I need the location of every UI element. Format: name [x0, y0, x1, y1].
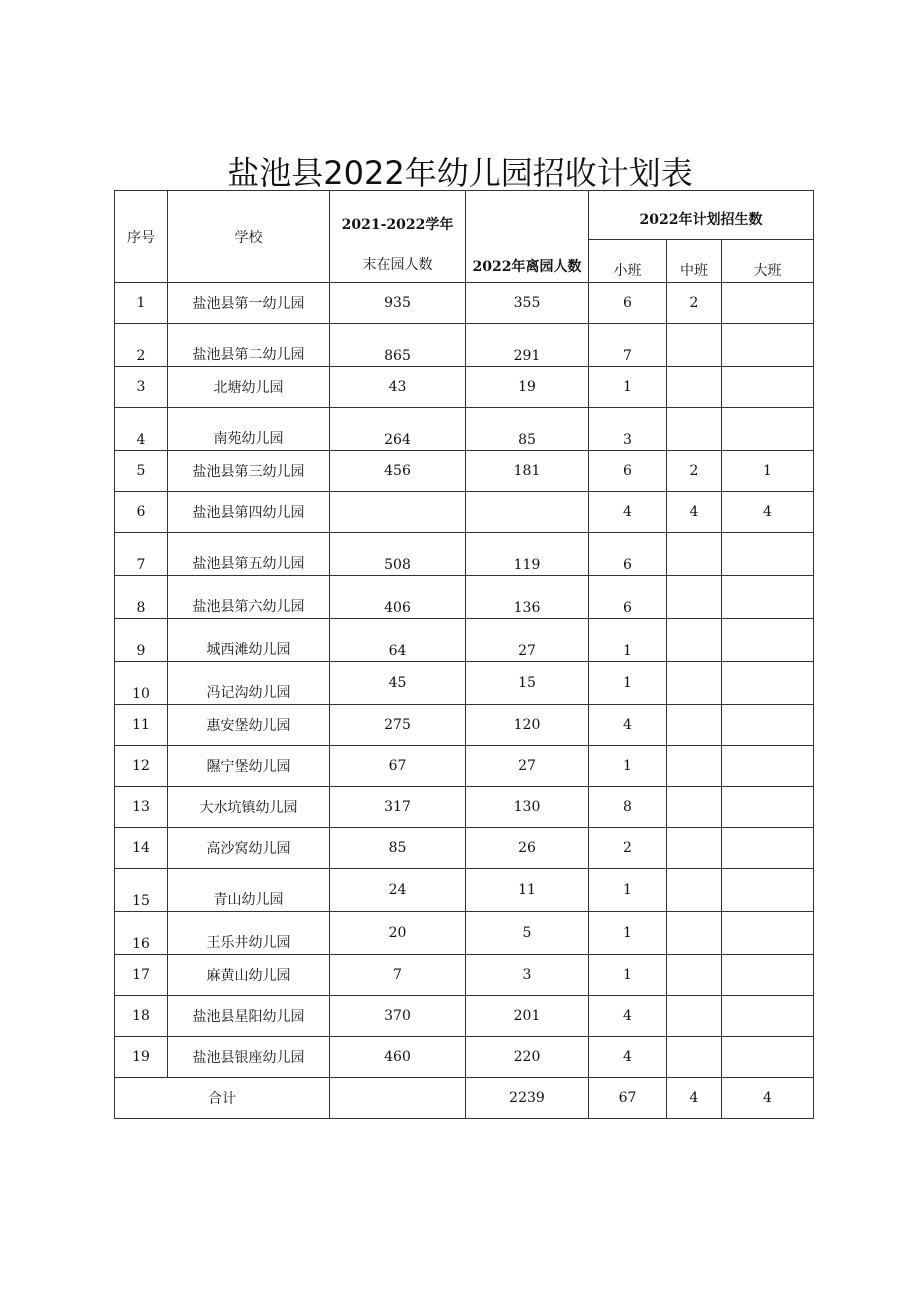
cell-middle	[667, 912, 722, 955]
cell-large	[722, 869, 814, 912]
cell-leave: 11	[466, 869, 589, 912]
cell-school: 王乐井幼儿园	[168, 912, 330, 955]
cell-small: 4	[589, 705, 667, 746]
cell-middle: 2	[667, 451, 722, 492]
cell-small: 1	[589, 912, 667, 955]
cell-small: 1	[589, 662, 667, 705]
cell-leave: 27	[466, 619, 589, 662]
cell-small: 4	[589, 492, 667, 533]
cell-large	[722, 955, 814, 996]
table-row	[115, 955, 814, 996]
cell-no: 18	[115, 996, 168, 1037]
table-row	[115, 912, 814, 955]
header-plan: 2022年计划招生数	[589, 191, 814, 240]
cell-middle	[667, 996, 722, 1037]
cell-end: 67	[330, 746, 466, 787]
cell-small: 4	[589, 996, 667, 1037]
table-row	[115, 869, 814, 912]
cell-end: 275	[330, 705, 466, 746]
table-row	[115, 787, 814, 828]
cell-middle	[667, 746, 722, 787]
cell-no: 19	[115, 1037, 168, 1078]
cell-leave: 136	[466, 576, 589, 619]
total-middle: 4	[667, 1078, 722, 1119]
cell-small: 7	[589, 324, 667, 367]
cell-no: 9	[115, 619, 168, 662]
cell-no: 15	[115, 869, 168, 912]
cell-end: 7	[330, 955, 466, 996]
cell-no: 1	[115, 283, 168, 324]
table-row	[115, 451, 814, 492]
cell-leave: 26	[466, 828, 589, 869]
cell-middle	[667, 576, 722, 619]
cell-middle	[667, 828, 722, 869]
cell-no: 4	[115, 408, 168, 451]
cell-no: 6	[115, 492, 168, 533]
cell-leave: 120	[466, 705, 589, 746]
cell-large	[722, 1037, 814, 1078]
cell-leave: 181	[466, 451, 589, 492]
cell-end: 406	[330, 576, 466, 619]
cell-no: 7	[115, 533, 168, 576]
cell-school: 惠安堡幼儿园	[168, 705, 330, 746]
cell-leave: 15	[466, 662, 589, 705]
cell-small: 2	[589, 828, 667, 869]
cell-end: 24	[330, 869, 466, 912]
header-year-end	[330, 191, 466, 283]
cell-middle	[667, 324, 722, 367]
table-row	[115, 996, 814, 1037]
cell-no: 13	[115, 787, 168, 828]
cell-no: 2	[115, 324, 168, 367]
cell-leave	[466, 492, 589, 533]
cell-small: 6	[589, 451, 667, 492]
table-row	[115, 746, 814, 787]
cell-school: 盐池县第三幼儿园	[168, 451, 330, 492]
cell-small: 1	[589, 619, 667, 662]
cell-large	[722, 533, 814, 576]
cell-no: 16	[115, 912, 168, 955]
header-small: 小班	[589, 240, 667, 283]
cell-small: 1	[589, 746, 667, 787]
cell-end: 45	[330, 662, 466, 705]
cell-small: 6	[589, 533, 667, 576]
cell-small: 1	[589, 955, 667, 996]
cell-large	[722, 662, 814, 705]
cell-middle	[667, 533, 722, 576]
cell-large	[722, 828, 814, 869]
cell-middle	[667, 662, 722, 705]
cell-no: 14	[115, 828, 168, 869]
cell-large	[722, 324, 814, 367]
header-year-line1: 2021-2022学年	[341, 216, 454, 233]
cell-large: 4	[722, 492, 814, 533]
cell-leave: 5	[466, 912, 589, 955]
cell-school: 盐池县第六幼儿园	[168, 576, 330, 619]
cell-end: 935	[330, 283, 466, 324]
cell-end: 43	[330, 367, 466, 408]
cell-small: 6	[589, 576, 667, 619]
cell-small: 1	[589, 869, 667, 912]
table-row	[115, 828, 814, 869]
cell-leave: 3	[466, 955, 589, 996]
cell-leave: 291	[466, 324, 589, 367]
cell-school: 南苑幼儿园	[168, 408, 330, 451]
table-row	[115, 576, 814, 619]
cell-large	[722, 619, 814, 662]
cell-no: 11	[115, 705, 168, 746]
cell-middle	[667, 619, 722, 662]
total-row	[115, 1078, 814, 1119]
cell-end: 456	[330, 451, 466, 492]
cell-leave: 130	[466, 787, 589, 828]
cell-school: 隰宁堡幼儿园	[168, 746, 330, 787]
cell-school: 盐池县第一幼儿园	[168, 283, 330, 324]
cell-school: 冯记沟幼儿园	[168, 662, 330, 705]
cell-large	[722, 408, 814, 451]
cell-end: 317	[330, 787, 466, 828]
enrollment-plan-table	[114, 190, 814, 1119]
header-school: 学校	[168, 191, 330, 283]
cell-no: 5	[115, 451, 168, 492]
page-title: 盐池县2022年幼儿园招收计划表	[227, 154, 693, 192]
cell-small: 3	[589, 408, 667, 451]
cell-large	[722, 787, 814, 828]
cell-large	[722, 746, 814, 787]
cell-middle	[667, 408, 722, 451]
cell-small: 8	[589, 787, 667, 828]
cell-end: 85	[330, 828, 466, 869]
table-row	[115, 492, 814, 533]
cell-end: 508	[330, 533, 466, 576]
cell-middle	[667, 705, 722, 746]
table-row	[115, 662, 814, 705]
header-year-line2: 末在园人数	[362, 256, 433, 273]
cell-end: 64	[330, 619, 466, 662]
cell-end: 370	[330, 996, 466, 1037]
total-label: 合计	[115, 1078, 330, 1119]
cell-small: 1	[589, 367, 667, 408]
cell-end: 20	[330, 912, 466, 955]
header-seq: 序号	[115, 191, 168, 283]
cell-large	[722, 912, 814, 955]
cell-school: 盐池县第二幼儿园	[168, 324, 330, 367]
table-row	[115, 705, 814, 746]
cell-small: 6	[589, 283, 667, 324]
cell-no: 17	[115, 955, 168, 996]
cell-school: 高沙窝幼儿园	[168, 828, 330, 869]
cell-middle: 2	[667, 283, 722, 324]
table-row	[115, 533, 814, 576]
cell-leave: 19	[466, 367, 589, 408]
cell-school: 盐池县第五幼儿园	[168, 533, 330, 576]
cell-school: 大水坑镇幼儿园	[168, 787, 330, 828]
cell-no: 12	[115, 746, 168, 787]
cell-large	[722, 996, 814, 1037]
cell-end: 264	[330, 408, 466, 451]
cell-school: 盐池县第四幼儿园	[168, 492, 330, 533]
cell-leave: 220	[466, 1037, 589, 1078]
cell-large	[722, 283, 814, 324]
cell-end: 865	[330, 324, 466, 367]
cell-large	[722, 367, 814, 408]
cell-small: 4	[589, 1037, 667, 1078]
cell-middle	[667, 869, 722, 912]
cell-no: 8	[115, 576, 168, 619]
cell-leave: 85	[466, 408, 589, 451]
table-row	[115, 367, 814, 408]
total-end	[330, 1078, 466, 1119]
total-leave: 2239	[466, 1078, 589, 1119]
cell-no: 10	[115, 662, 168, 705]
cell-school: 麻黄山幼儿园	[168, 955, 330, 996]
cell-middle	[667, 1037, 722, 1078]
cell-end: 460	[330, 1037, 466, 1078]
total-large: 4	[722, 1078, 814, 1119]
table-row	[115, 408, 814, 451]
cell-middle	[667, 955, 722, 996]
cell-leave: 201	[466, 996, 589, 1037]
header-large: 大班	[722, 240, 814, 283]
table-row	[115, 1037, 814, 1078]
cell-end	[330, 492, 466, 533]
table-row	[115, 619, 814, 662]
cell-middle: 4	[667, 492, 722, 533]
cell-school: 盐池县银座幼儿园	[168, 1037, 330, 1078]
cell-large	[722, 705, 814, 746]
cell-school: 城西滩幼儿园	[168, 619, 330, 662]
cell-school: 北塘幼儿园	[168, 367, 330, 408]
cell-leave: 119	[466, 533, 589, 576]
cell-school: 青山幼儿园	[168, 869, 330, 912]
header-middle: 中班	[667, 240, 722, 283]
total-small: 67	[589, 1078, 667, 1119]
cell-large	[722, 576, 814, 619]
cell-large: 1	[722, 451, 814, 492]
cell-leave: 355	[466, 283, 589, 324]
cell-middle	[667, 787, 722, 828]
table-row	[115, 324, 814, 367]
cell-school: 盐池县星阳幼儿园	[168, 996, 330, 1037]
cell-middle	[667, 367, 722, 408]
header-leave: 2022年离园人数	[466, 191, 589, 283]
cell-leave: 27	[466, 746, 589, 787]
table-row	[115, 283, 814, 324]
cell-no: 3	[115, 367, 168, 408]
